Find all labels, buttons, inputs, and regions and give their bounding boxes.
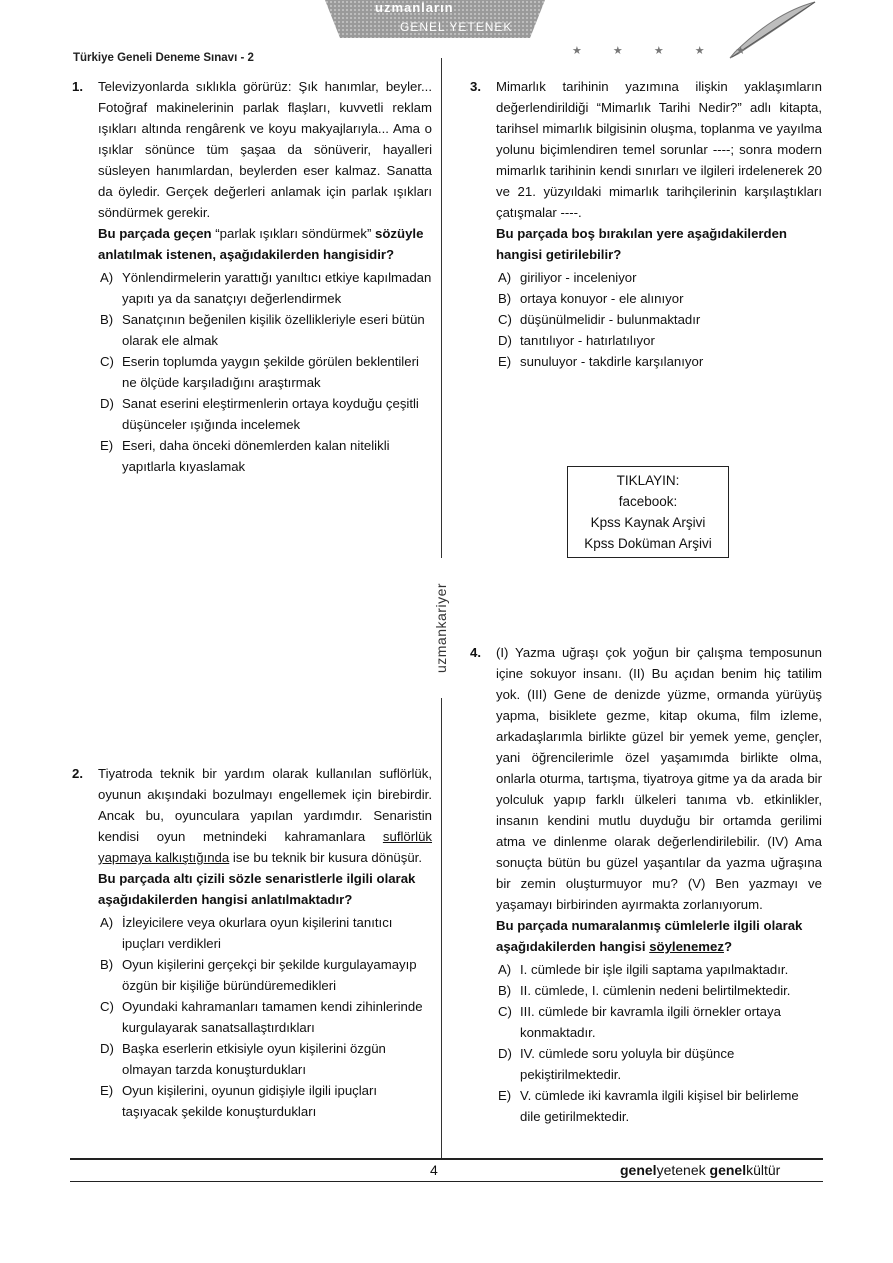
option-b[interactable] [496,980,822,1001]
question-number: 2. [72,766,83,781]
option-text: Sanat eserini eleştirmenlerin ortaya koyduğu çeşitli düşünceler ışığında incelemek [122,396,419,432]
underlined-word: söylenemez [649,939,724,954]
question-text [98,763,432,868]
promo-line: facebook: [618,494,678,509]
option-letter: B) [498,291,512,306]
option-a[interactable] [496,959,822,980]
option-letter: E) [498,1088,512,1103]
question-prompt: Bu parçada altı çizili sözle senaristlerle ilgili olarak aşağıdakilerden hangisi anlatılmaktadır? [98,871,416,907]
option-letter: E) [100,1083,114,1098]
option-e[interactable] [496,351,822,372]
option-text: V. cümlede iki kavramla ilgili kişisel bir belirleme dile getirilmektedir. [520,1088,799,1124]
side-label [423,568,457,708]
option-text: Oyundaki kahramanları tamamen kendi zihinlerinde kurgulayarak sanatsallaştırdıkları [122,999,423,1035]
text-part: ise bu teknik bir kusura dönüşür. [229,850,423,865]
option-letter: D) [498,1046,512,1061]
option-text: II. cümlede, I. cümlenin nedeni belirtilmektedir. [520,983,791,998]
options-list [496,959,822,1127]
brand-part: kültür [746,1162,781,1178]
banner-subtitle: GENEL YETENEK [400,20,513,34]
exam-title: Türkiye Geneli Deneme Sınavı - 2 [73,52,254,64]
prompt-quote: “parlak ışıkları söndürmek” [215,226,372,241]
question-text: (I) Yazma uğraşı çok yoğun bir çalışma temposunun içine sokuyor insanı. (II) Bu açıdan benim hiç tatilim yok. (III) Gene de denizde yüzme, ormanda yürüyüş yapma, bisiklete gezme, kitap okuma, film izleme, arkadaşlarımla birlikte güzel bir yemek yeme, gençler, yani öğrencilerimle özel yaşamımda birlikte olma, onlarla oturma, tartışma, tiyatroya gitme ya da arada bir yolculuk yapıp farklı ülkeleri tanıma vb. etkinlikler, insanın kendini mutlu duyduğu bir ortamda gerilimi atma ve dinlenme olarak değerlendirilebilir. (IV) Ama sonuçta bütün bu güzel yaşantılar da yazma uğraşına bir zemin oluşturmuyor mu? (V) Ben yazmayı ve yaşamayı birbirinden ayırmakta zorlanıyorum. [496,645,822,912]
option-b[interactable] [496,288,822,309]
option-text: Başka eserlerin etkisiyle oyun kişilerini özgün olmayan tarzda konuşturdukları [122,1041,386,1077]
option-text: Oyun kişilerini, oyunun gidişiyle ilgili ipuçları taşıyacak şekilde konuşturdukları [122,1083,378,1119]
question-prompt [98,223,432,265]
option-text: İzleyicilere veya okurlara oyun kişilerini tanıtıcı ipuçları verdikleri [122,915,393,951]
option-c[interactable] [98,351,432,393]
side-label-text: uzmankariyer [433,558,449,698]
prompt-part: ? [723,939,733,954]
option-text: III. cümlede bir kavramla ilgili örnekler ortaya konmaktadır. [520,1004,781,1040]
promo-link[interactable]: Kpss Kaynak Arşivi [590,515,706,530]
right-column [470,76,822,1127]
option-text: IV. cümlede soru yoluyla bir düşünce pekiştirilmektedir. [520,1046,735,1082]
option-c[interactable] [496,309,822,330]
question-number: 1. [72,79,83,94]
left-column [72,76,432,1122]
option-text: Sanatçının beğenilen kişilik özellikleriyle eseri bütün olarak ele almak [122,312,425,348]
text-part: Tiyatroda teknik bir yardım olarak kullanılan suflörlük, oyunun akışındaki bozulmayı engellemek için birebirdir. Ancak bu, oyunculara yapılan yardımdır. Senaristin kendisi oyun metnindeki kahramanlara [98,766,432,844]
star-row-icon: ★ ★ ★ ★ ★ [572,45,760,57]
option-d[interactable] [98,393,432,435]
option-d[interactable] [98,1038,432,1080]
option-letter: C) [100,999,114,1014]
prompt-part: Bu parçada geçen [98,226,216,241]
promo-line: TIKLAYIN: [616,473,680,488]
option-text: Eseri, daha önceki dönemlerden kalan nitelikli yapıtlarla kıyaslamak [122,438,390,474]
option-text: I. cümlede bir işle ilgili saptama yapılmaktadır. [520,962,789,977]
page-number: 4 [430,1162,438,1178]
option-text: Yönlendirmelerin yarattığı yanıltıcı etkiye kapılmadan yapıtı ya da sanatçıyı değerlendirmek [122,270,432,306]
option-text: ortaya konuyor - ele alınıyor [520,291,684,306]
promo-link[interactable]: Kpss Doküman Arşivi [584,536,712,551]
option-d[interactable] [496,330,822,351]
brand-part: yetenek [656,1162,710,1178]
question-text: Mimarlık tarihinin yazımına ilişkin yaklaşımların değerlendirildiği “Mimarlık Tarihi Nedir?” adlı kitapta, tarihsel mimarlık bilgisinin oluşma, toplanma ve yayılma yolunu biçimlendiren temel sorunlar ----; sonra modern mimarlık tarihinin kendi sınırları ve ilgileri irdelenerek 20 ve 21. yüzyıldaki mimarlık tarihçilerinin karşılaştıkları çatışmalar ----. [496,79,822,220]
option-text: Eserin toplumda yaygın şekilde görülen beklentileri ne ölçüde karşıladığını araştırmak [122,354,419,390]
option-letter: E) [498,354,512,369]
option-b[interactable] [98,954,432,996]
option-text: sunuluyor - takdirle karşılanıyor [520,354,704,369]
underlined-phrase: suflörlük yapmaya kalkıştığında [98,829,432,865]
footer-brand [620,1162,780,1178]
option-a[interactable] [496,267,822,288]
footer-rule [70,1181,823,1182]
option-text: Oyun kişilerini gerçekçi bir şekilde kurgulayamayıp özgün bir kişiliğe büründüremedikleri [122,957,417,993]
option-letter: D) [100,1041,114,1056]
question-3 [470,76,822,372]
option-b[interactable] [98,309,432,351]
option-a[interactable] [98,912,432,954]
option-letter: E) [100,438,114,453]
option-c[interactable] [98,996,432,1038]
banner-title: uzmanların [375,0,454,15]
option-letter: B) [100,312,114,327]
question-4 [470,642,822,1127]
question-prompt [496,915,822,957]
question-2 [72,763,432,1122]
promo-box[interactable] [567,466,729,558]
options-list [98,912,432,1122]
option-e[interactable] [98,435,432,477]
option-letter: B) [100,957,114,972]
option-letter: D) [100,396,114,411]
option-letter: A) [100,270,114,285]
question-prompt: Bu parçada boş bırakılan yere aşağıdakilerden hangisi getirilebilir? [496,226,787,262]
brand-part: genel [620,1162,657,1178]
prompt-part: Bu parçada numaralanmış cümlelerle ilgili olarak aşağıdakilerden hangisi [496,918,803,954]
prompt-part: sözüyle anlatılmak istenen, aşağıdakilerden hangisidir? [98,226,424,262]
question-number: 4. [470,645,481,660]
option-letter: A) [498,962,512,977]
option-letter: C) [498,1004,512,1019]
option-letter: A) [100,915,114,930]
option-letter: B) [498,983,512,998]
option-letter: C) [498,312,512,327]
option-c[interactable] [496,1001,822,1043]
option-text: düşünülmelidir - bulunmaktadır [520,312,701,327]
option-letter: C) [100,354,114,369]
question-text: Televizyonlarda sıklıkla görürüz: Şık hanımlar, beyler... Fotoğraf makinelerinin parlak flaşları, kuvvetli reklam ışıkları altında rengârenk ve koyu makyajlarıyla... Ama o ışıklar sönünce tüm şaşaa da sönüverir, hayalleri süsleyen hanımlardan, beylerden eser kalmaz. Sanatta da öyledir. Gerçek değerleri anlamak için parlak ışıkları söndürmek gerekir. [98,79,432,220]
option-text: giriliyor - inceleniyor [520,270,637,285]
option-text: tanıtılıyor - hatırlatılıyor [520,333,655,348]
option-d[interactable] [496,1043,822,1085]
footer-rule [70,1158,823,1160]
question-1 [72,76,432,477]
options-list [98,267,432,477]
option-letter: A) [498,270,512,285]
options-list [496,267,822,372]
brand-part: genel [709,1162,747,1178]
option-e[interactable] [98,1080,432,1122]
option-a[interactable] [98,267,432,309]
option-e[interactable] [496,1085,822,1127]
header-banner [305,0,565,38]
option-letter: D) [498,333,512,348]
question-number: 3. [470,79,481,94]
